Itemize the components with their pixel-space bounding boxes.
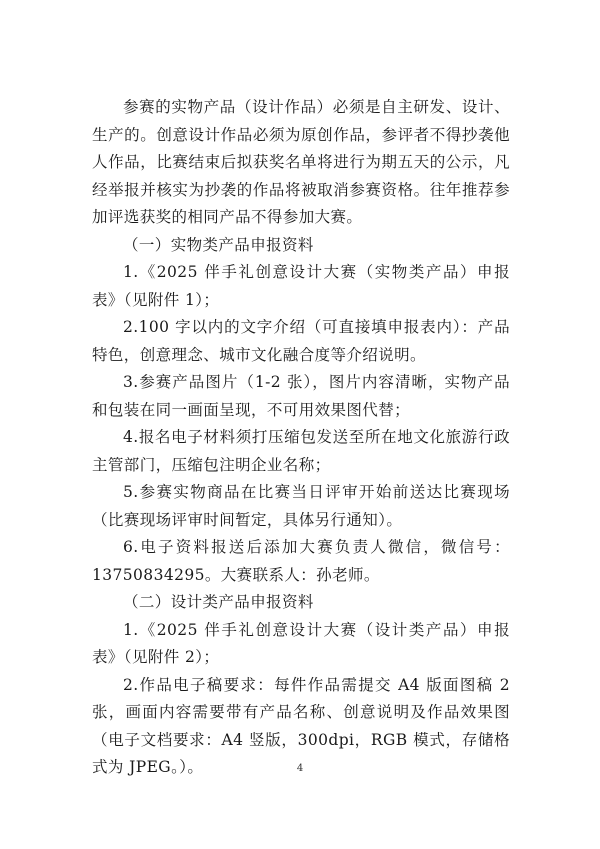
list-item-physical-4: 4.报名电子材料须打压缩包发送至所在地文化旅游行政主管部门，压缩包注明企业名称；: [92, 428, 510, 474]
section-heading-design-products: （二）设计类产品申报资料: [123, 593, 314, 611]
list-item-physical-6: 6.电子资料报送后添加大赛负责人微信，微信号：13750834295。大赛联系人：孙老师。: [92, 538, 510, 584]
document-body: [92, 94, 510, 782]
list-item-physical-3: 3.参赛产品图片（1-2 张），图片内容清晰，实物产品和包装在同一画面呈现，不可用效果图代替；: [92, 373, 510, 419]
paragraph-originality: 参赛的实物产品（设计作品）必须是自主研发、设计、生产的。创意设计作品必须为原创作品，参评者不得抄袭他人作品，比赛结束后拟获奖名单将进行为期五天的公示，凡经举报并核实为抄袭的作品将被取消参赛资格。往年推荐参加评选获奖的相同产品不得参加大赛。: [92, 98, 510, 226]
list-item-design-1: 1.《2025 伴手礼创意设计大赛（设计类产品）申报表》（见附件 2）；: [92, 620, 510, 666]
list-item-physical-2: 2.100 字以内的文字介绍（可直接填申报表内）：产品特色，创意理念、城市文化融合度等介绍说明。: [92, 318, 510, 364]
page-number: 4: [296, 763, 304, 774]
list-item-physical-1: 1.《2025 伴手礼创意设计大赛（实物类产品）申报表》（见附件 1）；: [92, 263, 510, 309]
section-heading-physical-products: （一）实物类产品申报资料: [123, 235, 314, 254]
list-item-physical-5: 5.参赛实物商品在比赛当日评审开始前送达比赛现场（比赛现场评审时间暂定，具体另行通知）。: [92, 483, 510, 529]
list-item-design-2: 2.作品电子稿要求：每件作品需提交 A4 版面图稿 2 张，画面内容需要带有产品名称、创意说明及作品效果图（电子文档要求：A4 竖版，300dpi，RGB 模式，存储格式为 JPEG。）。: [92, 675, 510, 776]
